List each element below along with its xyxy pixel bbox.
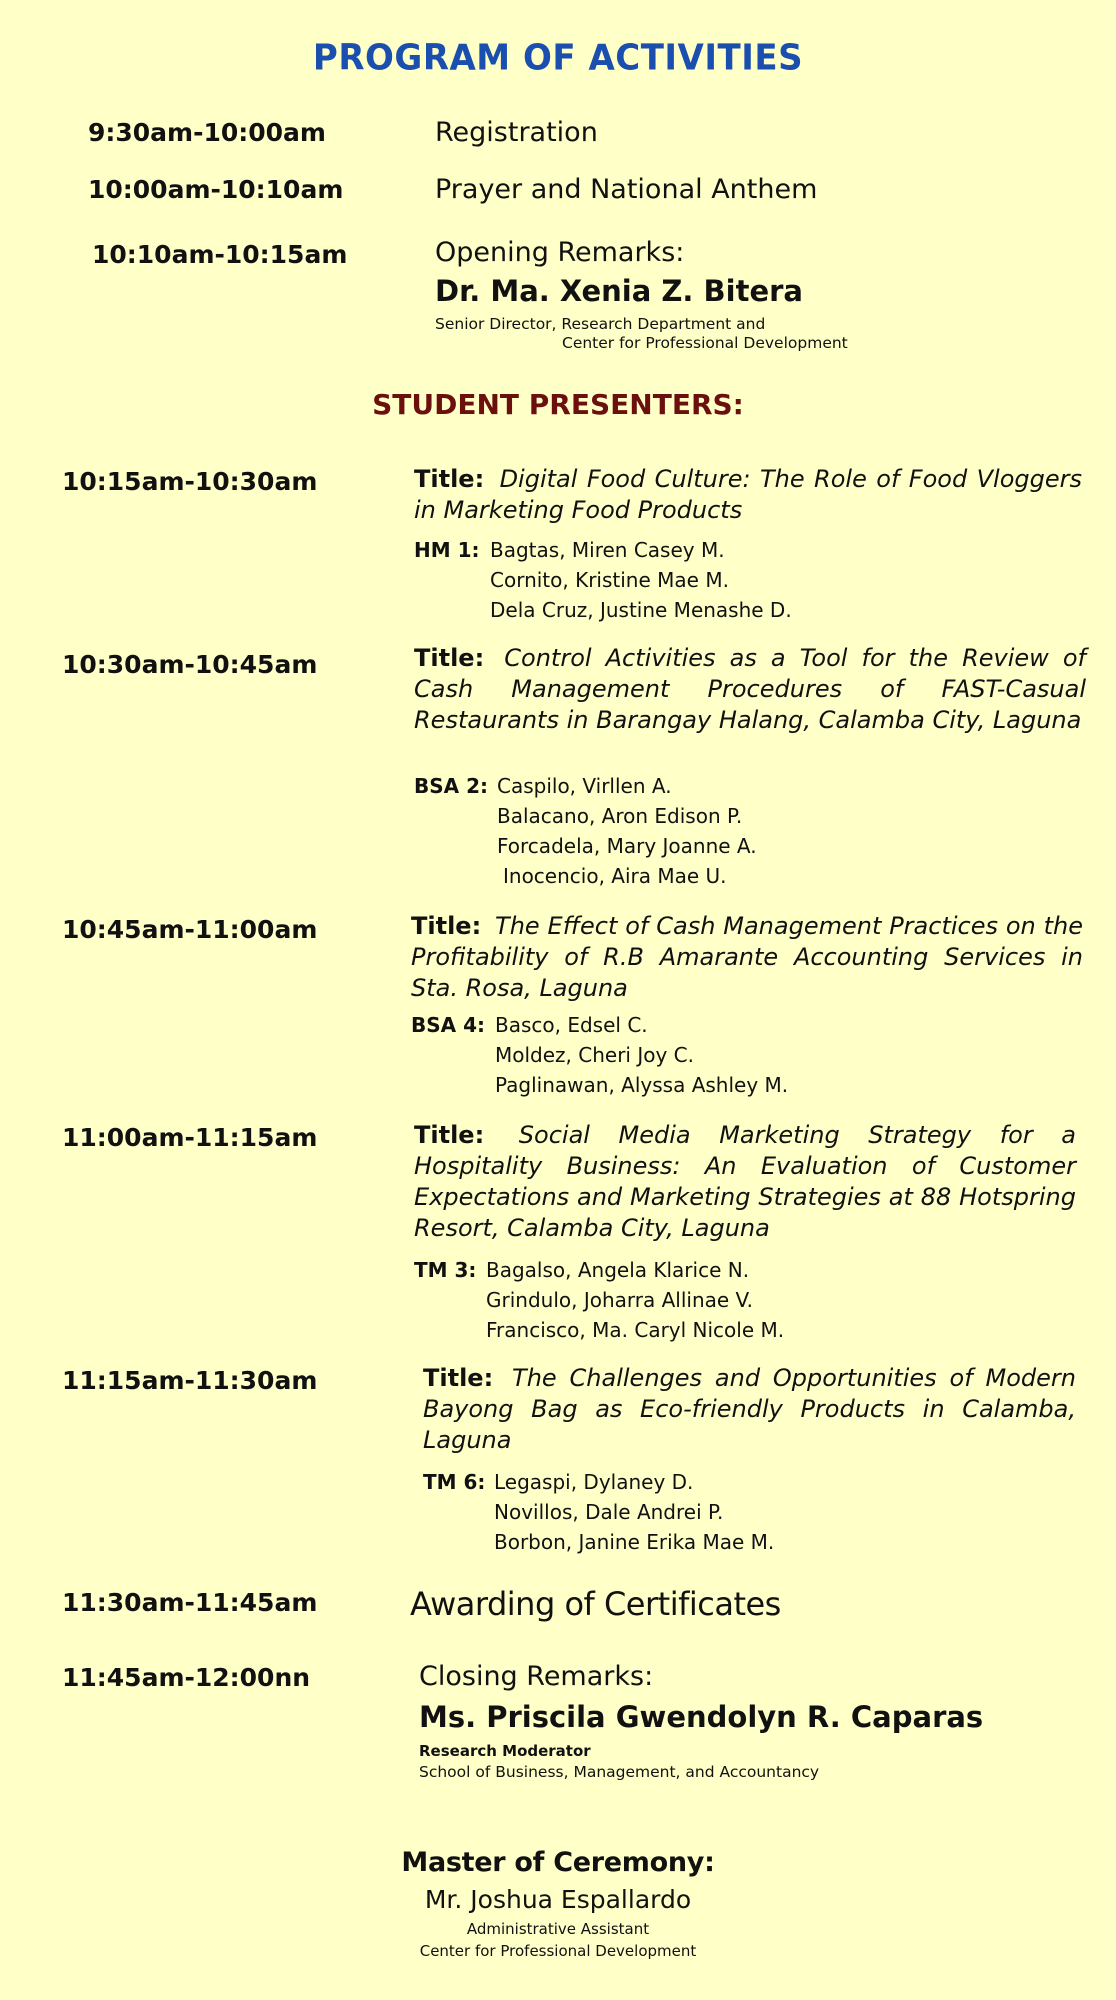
presenter-name: Balacano, Aron Edison P. [497,804,743,828]
presenter-group [411,1010,788,1100]
title-label: Title: [423,1364,494,1392]
mc-department: Center for Professional Development [419,1942,697,1960]
presenter-name: Legaspi, Dylaney D. [494,1470,694,1494]
presenter-group [414,771,757,891]
presenter-name: Caspilo, Virllen A. [497,774,672,798]
schedule-time-closing: 11:45am-12:00nn [62,1663,311,1692]
mc-name: Mr. Joshua Espallardo [424,1885,692,1914]
presenter-name: Bagalso, Angela Klarice N. [486,1258,750,1282]
master-of-ceremony-heading: Master of Ceremony: [401,1847,715,1878]
closing-speaker-name: Ms. Priscila Gwendolyn R. Caparas [419,1700,984,1734]
presentation-title [414,464,1082,526]
group-code: HM 1: [414,538,480,562]
title-label: Title: [414,1121,485,1149]
presentation-time: 10:45am-11:00am [62,915,318,944]
activity-awarding: Awarding of Certificates [410,1585,781,1623]
title-text: Control Activities as a Tool for the Review of Cash Management Procedures of FAST-Casual Restaurants in Barangay Halang, Calamba City, Laguna [414,644,1086,734]
closing-speaker-school: School of Business, Management, and Accountancy [419,1763,820,1781]
title-text: The Challenges and Opportunities of Modern Bayong Bag as Eco-friendly Products in Calamba, Laguna [423,1364,1076,1454]
presenter-group [423,1467,774,1557]
presenter-name: Basco, Edsel C. [495,1013,648,1037]
presenter-group [414,1255,784,1345]
schedule-time-opening: 10:10am-10:15am [92,240,348,269]
page-title: PROGRAM OF ACTIVITIES [312,37,804,79]
activity-prayer: Prayer and National Anthem [435,174,818,205]
presenter-name: Cornito, Kristine Mae M. [490,568,729,592]
opening-speaker-name: Dr. Ma. Xenia Z. Bitera [435,274,803,308]
presentation-time: 11:00am-11:15am [62,1123,318,1152]
presenter-name: Dela Cruz, Justine Menashe D. [490,598,792,622]
presenter-name: Moldez, Cheri Joy C. [495,1043,694,1067]
presentation-time: 10:30am-10:45am [62,650,318,679]
presentation-title [411,911,1083,1004]
student-presenters-heading: STUDENT PRESENTERS: [372,388,744,421]
group-code: BSA 2: [414,774,489,798]
schedule-time-prayer: 10:00am-10:10am [88,175,344,204]
presentation-title [414,643,1086,736]
presenter-name: Grindulo, Joharra Allinae V. [486,1288,754,1312]
title-text: The Effect of Cash Management Practices on the Profitability of R.B Amarante Accounting Services in Sta. Rosa, Laguna [411,912,1083,1002]
title-text: Digital Food Culture: The Role of Food Vloggers in Marketing Food Products [414,465,1082,524]
group-code: TM 3: [414,1258,477,1282]
group-code: TM 6: [423,1470,486,1494]
title-text: Social Media Marketing Strategy for a Hospitality Business: An Evaluation of Customer Expectations and Marketing Strategies at 88 Hotspring Resort, Calamba City, Laguna [414,1121,1077,1242]
presentation-title [414,1120,1076,1244]
title-label: Title: [414,465,485,493]
activity-opening-remarks: Opening Remarks: [435,237,685,268]
group-code: BSA 4: [411,1013,486,1037]
presentation-time: 10:15am-10:30am [62,467,318,496]
activity-registration: Registration [435,117,598,148]
schedule-time-awarding: 11:30am-11:45am [62,1588,318,1617]
presenter-name: Novillos, Dale Andrei P. [494,1500,724,1524]
presenter-name: Borbon, Janine Erika Mae M. [494,1530,775,1554]
presenter-name: Francisco, Ma. Caryl Nicole M. [486,1318,785,1342]
closing-speaker-position: Research Moderator [419,1742,591,1760]
presentation-title [423,1363,1076,1456]
mc-position: Administrative Assistant [466,1920,650,1938]
opening-speaker-position: Senior Director, Research Department and [435,315,766,333]
activity-closing-remarks: Closing Remarks: [419,1661,654,1692]
schedule-time-registration: 9:30am-10:00am [88,118,326,147]
presenter-name: Bagtas, Miren Casey M. [490,538,725,562]
title-label: Title: [411,912,482,940]
presenter-name: Forcadela, Mary Joanne A. [497,834,757,858]
title-label: Title: [414,644,485,672]
presenter-name: Paglinawan, Alyssa Ashley M. [495,1073,789,1097]
presentation-time: 11:15am-11:30am [62,1366,318,1395]
presenter-name: Inocencio, Aira Mae U. [503,864,727,888]
presenter-group [414,535,792,625]
opening-speaker-department: Center for Professional Development [562,334,848,352]
